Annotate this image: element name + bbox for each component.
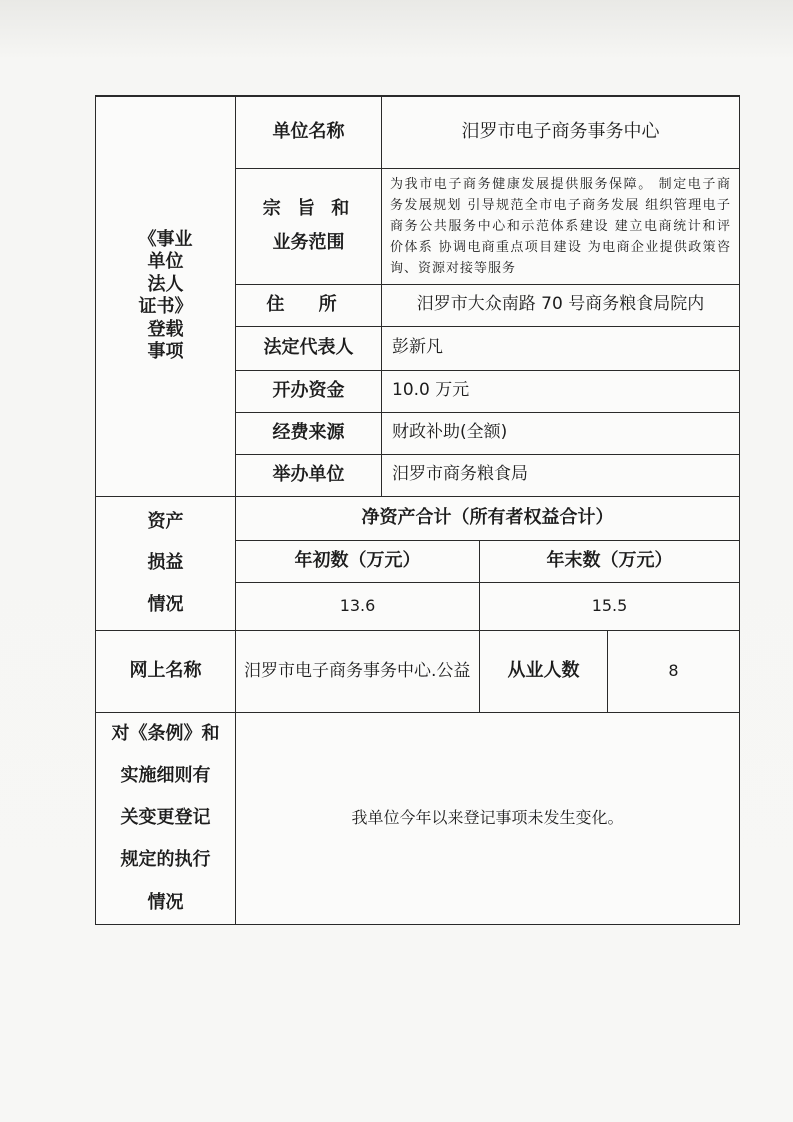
sponsor-label: 举办单位 — [236, 454, 382, 496]
funding-label: 经费来源 — [236, 412, 382, 454]
staff-count-label: 从业人数 — [480, 630, 608, 712]
address-label: 住 所 — [236, 284, 382, 326]
assets-heading — [96, 496, 236, 630]
net-assets-label: 净资产合计（所有者权益合计） — [236, 496, 740, 540]
heading-line: 单位 — [147, 251, 184, 273]
capital-value: 10.0 万元 — [382, 370, 740, 412]
heading-line: 登载 — [147, 318, 184, 340]
assets-heading-line: 资产 — [147, 510, 184, 532]
heading-line: 法人 — [147, 273, 184, 295]
unit-name-value: 汨罗市电子商务事务中心 — [382, 96, 740, 168]
compliance-heading-line: 对《条例》和 — [111, 722, 220, 744]
assets-heading-line: 损益 — [147, 552, 184, 574]
purpose-value: 为我市电子商务健康发展提供服务保障。 制定电子商务发展规划 引导规范全市电子商务发展 组织管理电子商务公共服务中心和示范体系建设 建立电商统计和评价体系 协调电商重点项目建设 为电商企业提供政策咨询、资源对接等服务 — [382, 168, 740, 284]
compliance-heading-line: 规定的执行 — [120, 849, 211, 871]
compliance-statement: 我单位今年以来登记事项未发生变化。 — [236, 712, 740, 924]
online-name-value: 汨罗市电子商务事务中心.公益 — [236, 630, 480, 712]
purpose-label-line: 宗 旨 和 — [262, 197, 355, 219]
end-year-label: 年末数（万元） — [480, 540, 740, 582]
begin-year-label: 年初数（万元） — [236, 540, 480, 582]
end-year-value: 15.5 — [480, 582, 740, 630]
staff-count-value: 8 — [608, 630, 740, 712]
purpose-label-line: 业务范围 — [272, 232, 345, 253]
compliance-heading-line: 实施细则有 — [120, 764, 211, 786]
begin-year-value: 13.6 — [236, 582, 480, 630]
sponsor-value: 汨罗市商务粮食局 — [382, 454, 740, 496]
compliance-heading-line: 情况 — [147, 891, 184, 913]
address-value: 汨罗市大众南路 70 号商务粮食局院内 — [382, 284, 740, 326]
heading-line: 《事业 — [138, 228, 193, 250]
legal-rep-label: 法定代表人 — [236, 326, 382, 370]
compliance-heading — [96, 712, 236, 924]
legal-rep-value: 彭新凡 — [382, 326, 740, 370]
capital-label: 开办资金 — [236, 370, 382, 412]
registration-record-table — [95, 95, 740, 925]
heading-line: 事项 — [147, 341, 184, 363]
certificate-items-heading — [96, 96, 236, 496]
unit-name-label: 单位名称 — [236, 96, 382, 168]
assets-heading-line: 情况 — [147, 593, 184, 615]
compliance-heading-line: 关变更登记 — [120, 807, 211, 829]
heading-line: 证书》 — [138, 296, 193, 318]
purpose-label — [236, 168, 382, 284]
online-name-label: 网上名称 — [96, 630, 236, 712]
funding-value: 财政补助(全额) — [382, 412, 740, 454]
